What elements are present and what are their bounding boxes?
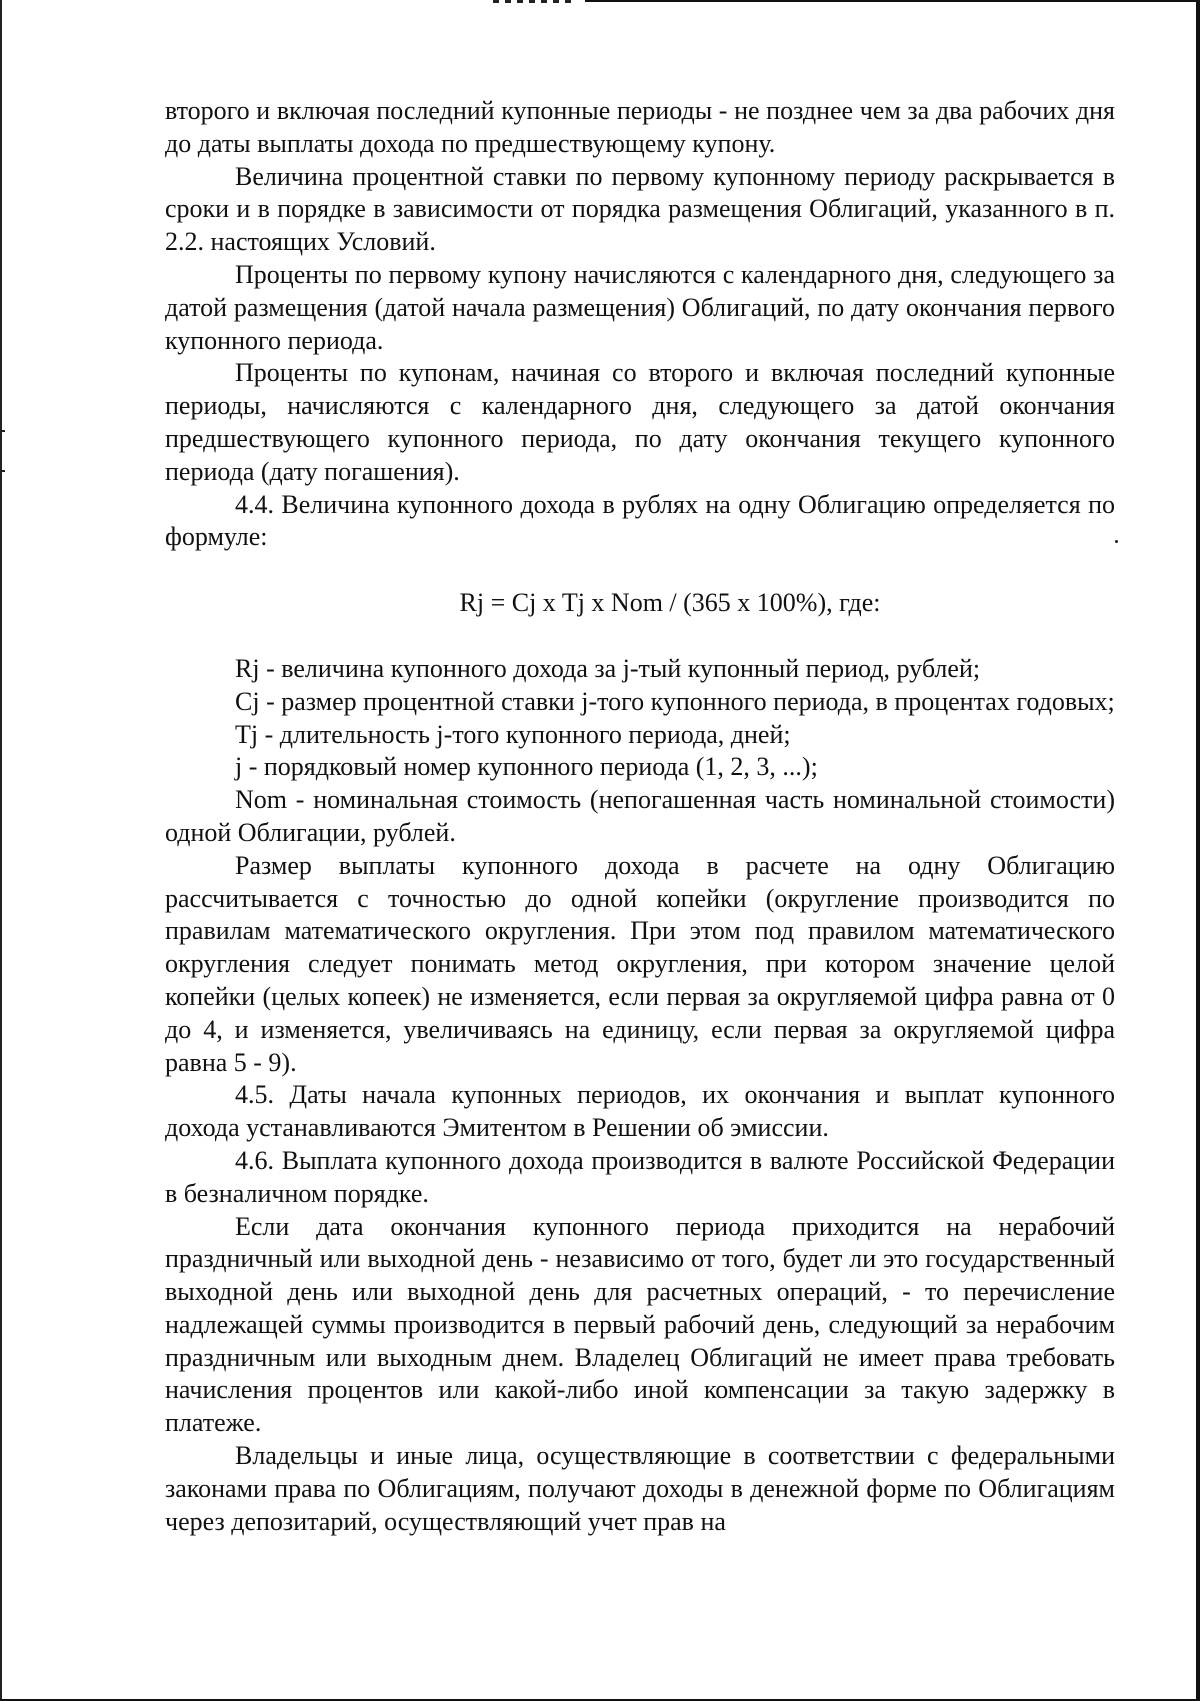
scan-right-edge [1196,0,1200,1701]
scan-left-tick [0,430,5,432]
paragraph-first-coupon-interest: Проценты по первому купону начисляются с календарного дня, следующего за датой размещения (датой начала размещения) Облигаций, по дату окончания первого купонного периода. [165,259,1115,355]
scan-stray-dot [1115,540,1118,543]
scan-left-edge [0,0,2,1701]
paragraph-rounding: Размер выплаты купонного дохода в расчете на одну Облигацию рассчитывается с точностью до одной копейки (округление производится по правилам математического округления. При этом под правилом математического округления следует понимать метод округления, при котором значение целой копейки (целых копеек) не изменяется, если первая за округляемой цифра равна от 0 до 4, и изменяется, увеличиваясь на единицу, если первая за округляемой цифра равна 5 - 9). [165,850,1115,1077]
coupon-formula: Rj = Cj x Tj x Nom / (365 x 100%), где: [459,588,881,618]
paragraph-continuation: второго и включая последний купонные периоды - не позднее чем за два рабочих дня до даты выплаты дохода по предшествующему купону. [165,96,1115,158]
definition-tj: Tj - длительность j-того купонного периода, дней; [235,719,791,749]
scan-top-marks [493,0,573,3]
document-body [165,95,1115,1538]
paragraph-section-4-4: 4.4. Величина купонного дохода в рублях на одну Облигацию определяется по формуле: [165,489,1115,552]
paragraph-non-working-day: Если дата окончания купонного периода приходится на нерабочий праздничный или выходной день - независимо от того, будет ли это государственный выходной день или выходной день для расчетных операций, - то перечисление надлежащей суммы производится в первый рабочий день, следующий за нерабочим праздничным или выходным днем. Владелец Облигаций не имеет права требовать начисления процентов или какой-либо иной компенсации за такую задержку в платеже. [165,1211,1115,1438]
definition-nom: Nom - номинальная стоимость (непогашенная часть номинальной стоимости) одной Облигации, рублей. [165,785,1115,847]
definition-cj: Cj - размер процентной ставки j-того купонного периода, в процентах годовых; [235,686,1115,716]
scan-left-tick [0,470,5,472]
scan-top-rule [585,0,1200,2]
definition-j: j - порядковый номер купонного периода (1, 2, 3, ...); [235,752,818,782]
definition-rj: Rj - величина купонного дохода за j-тый купонный период, рублей; [235,653,981,683]
paragraph-owners-income: Владельцы и иные лица, осуществляющие в соответствии с федеральными законами права по Облигациям, получают доходы в денежной форме по Облигациям через депозитарий, осуществляющий учет прав на [165,1441,1115,1536]
paragraph-section-4-6: 4.6. Выплата купонного дохода производится в валюте Российской Федерации в безналичном порядке. [165,1145,1115,1208]
paragraph-section-4-5: 4.5. Даты начала купонных периодов, их окончания и выплат купонного дохода устанавливаются Эмитентом в Решении об эмиссии. [165,1080,1115,1143]
paragraph-rate-disclosure: Величина процентной ставки по первому купонному периоду раскрывается в сроки и в порядке в зависимости от порядка размещения Облигаций, указанного в п. 2.2. настоящих Условий. [165,161,1115,257]
paragraph-subsequent-coupons-interest: Проценты по купонам, начиная со второго и включая последний купонные периоды, начисляются с календарного дня, следующего за датой окончания предшествующего купонного периода, по дату окончания текущего купонного периода (дату погашения). [165,358,1115,486]
